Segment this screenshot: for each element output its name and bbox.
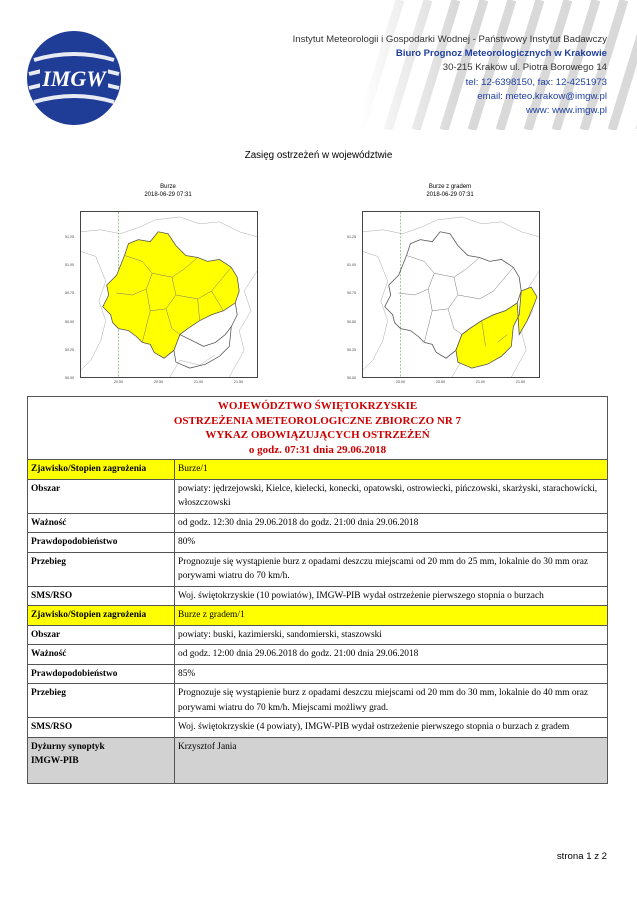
lat-tick: 50.50 [65, 320, 74, 324]
table-row [28, 552, 608, 586]
maps-section-title: Zasięg ostrzeżeń w województwie [244, 150, 393, 161]
map-storms-with-hail [347, 183, 550, 395]
lat-tick: 51.00 [347, 263, 356, 267]
probability-value: 85% [175, 664, 608, 684]
duty-label [28, 737, 175, 783]
probability-value: 80% [175, 533, 608, 553]
map-frame [362, 211, 540, 378]
lat-tick: 50.50 [347, 320, 356, 324]
lon-tick: 20.00 [396, 380, 405, 384]
area-label: Obszar [28, 625, 175, 645]
phenomenon-value: Burze/1 [175, 460, 608, 480]
area-value: powiaty: buski, kazimierski, sandomierski, staszowski [175, 625, 608, 645]
table-row [28, 718, 608, 738]
map-frame [80, 211, 258, 378]
lat-tick: 50.75 [65, 291, 74, 295]
title-line: o godz. 07:31 dnia 29.06.2018 [248, 443, 387, 456]
lat-tick: 50.00 [347, 376, 356, 380]
bureau-name: Biuro Prognoz Meteorologicznych w Krakowie [395, 48, 607, 60]
course-label: Przebieg [28, 684, 175, 718]
email-link[interactable]: meteo.krakow@imgw.pl [505, 90, 607, 102]
sms-value: Woj. świętokrzyskie (4 powiaty), IMGW-PIB wydał ostrzeżenie pierwszego stopnia o burzach z gradem [175, 718, 608, 738]
phenomenon-label: Zjawisko/Stopien zagrożenia [28, 606, 175, 626]
sms-value: Woj. świętokrzyskie (10 powiatów), IMGW-PIB wydał ostrzeżenie pierwszego stopnia o burzach [175, 586, 608, 606]
lat-tick: 51.25 [65, 235, 74, 239]
page-number: strona 1 z 2 [556, 851, 607, 862]
validity-label: Ważność [28, 513, 175, 533]
lon-tick: 20.50 [436, 380, 445, 384]
address: 30-215 Kraków ul. Piotra Borowego 14 [442, 62, 607, 74]
area-value: powiaty: jędrzejowski, Kielce, kielecki, konecki, opatowski, ostrowiecki, pińczowski, skarżyski, starachowicki, włoszczowski [175, 479, 608, 513]
email-prefix: email: [477, 90, 506, 102]
www-prefix: www: [525, 105, 553, 117]
map-graphic [363, 212, 539, 377]
institute-name: Instytut Meteorologii i Gospodarki Wodnej - Państwowy Instytut Badawczy [292, 34, 607, 45]
table-row [28, 606, 608, 626]
duty-label-line: Dyżurny synoptyk [31, 741, 105, 752]
table-title-row [28, 397, 608, 460]
validity-label: Ważność [28, 645, 175, 665]
table-row [28, 533, 608, 553]
warning-area [103, 232, 239, 358]
table-row [28, 586, 608, 606]
www-link[interactable]: www.imgw.pl [552, 105, 607, 117]
table-row [28, 625, 608, 645]
organization-info [293, 33, 607, 118]
validity-value: od godz. 12:00 dnia 29.06.2018 do godz. 21:00 dnia 29.06.2018 [175, 645, 608, 665]
lat-tick: 51.00 [65, 263, 74, 267]
logo-text: IMGW [42, 66, 106, 91]
map-title: Burze z gradem [428, 184, 472, 190]
title-line: WYKAZ OBOWIĄZUJĄCYCH OSTRZEŻEŃ [205, 429, 430, 441]
lat-tick: 50.25 [347, 348, 356, 352]
validity-value: od godz. 12:30 dnia 29.06.2018 do godz. 21:00 dnia 29.06.2018 [175, 513, 608, 533]
course-value: Prognozuje się wystąpienie burz z opadami deszczu miejscami od 20 mm do 25 mm, lokalnie do 30 mm oraz porywami wiatru do 70 km/h. [175, 552, 608, 586]
map-graphic [81, 212, 257, 377]
warnings-table [27, 396, 608, 784]
lat-tick: 50.00 [65, 376, 74, 380]
duty-label-line: IMGW-PIB [31, 756, 79, 766]
lon-tick: 20.00 [114, 380, 123, 384]
lat-tick: 50.75 [347, 291, 356, 295]
map-title: Burze [160, 184, 176, 190]
map-datetime: 2018-06-29 07:31 [426, 192, 474, 198]
lon-tick: 21.50 [516, 380, 525, 384]
lat-tick: 50.25 [65, 348, 74, 352]
map-caption [350, 183, 550, 199]
phenomenon-label: Zjawisko/Stopien zagrożenia [28, 460, 175, 480]
lon-tick: 21.50 [234, 380, 243, 384]
table-row [28, 664, 608, 684]
map-datetime: 2018-06-29 07:31 [144, 192, 192, 198]
phone-fax: tel: 12-6398150, fax: 12-4251973 [465, 76, 607, 88]
table-row [28, 645, 608, 665]
table-row [28, 684, 608, 718]
email-line [293, 90, 607, 104]
imgw-logo [26, 30, 122, 126]
course-label: Przebieg [28, 552, 175, 586]
sms-label: SMS/RSO [28, 718, 175, 738]
title-line: WOJEWÓDZTWO ŚWIĘTOKRZYSKIE [217, 400, 418, 412]
table-row [28, 479, 608, 513]
lon-tick: 20.50 [154, 380, 163, 384]
area-label: Obszar [28, 479, 175, 513]
duty-forecaster-row [28, 737, 608, 783]
www-line [293, 104, 607, 118]
duty-forecaster-name: Krzysztof Jania [175, 737, 608, 783]
probability-label: Prawdopodobieństwo [28, 664, 175, 684]
lon-tick: 21.00 [476, 380, 485, 384]
warnings-title [28, 397, 608, 460]
warning-area [456, 287, 537, 368]
phenomenon-value: Burze z gradem/1 [175, 606, 608, 626]
sms-label: SMS/RSO [28, 586, 175, 606]
probability-label: Prawdopodobieństwo [28, 533, 175, 553]
title-line: OSTRZEŻENIA METEOROLOGICZNE ZBIORCZO NR 7 [173, 414, 462, 427]
course-value: Prognozuje się wystąpienie burz z opadami deszczu miejscami od 20 mm do 30 mm, lokalnie do 40 mm oraz porywami wiatru do 70 km/h. Miejscami możliwy grad. [175, 684, 608, 718]
lat-tick: 51.25 [347, 235, 356, 239]
map-caption [68, 183, 268, 199]
map-storms [65, 183, 268, 395]
table-row [28, 460, 608, 480]
lon-tick: 21.00 [194, 380, 203, 384]
table-row [28, 513, 608, 533]
